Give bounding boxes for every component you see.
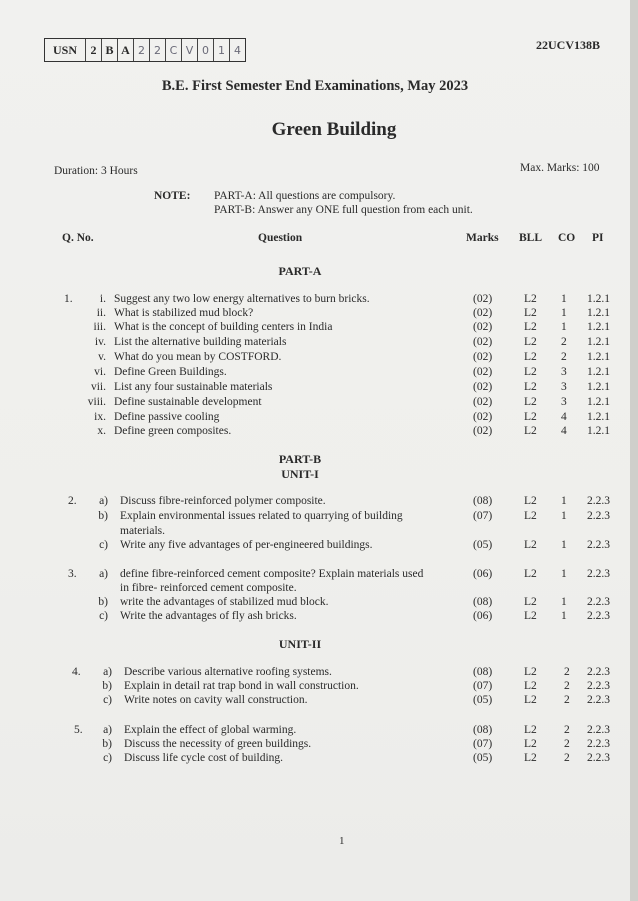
table-row (0, 509, 630, 524)
bll: L2 (524, 307, 537, 319)
co: 2 (564, 680, 570, 692)
pi: 2.2.3 (587, 694, 610, 706)
question-text: Discuss life cycle cost of building. (124, 752, 284, 764)
header-co: CO (558, 232, 576, 244)
item-number: x. (97, 425, 106, 437)
bll: L2 (524, 336, 537, 348)
question-text: What do you mean by COSTFORD. (114, 351, 282, 363)
bll: L2 (524, 381, 537, 393)
table-row (0, 395, 630, 410)
pi: 2.2.3 (587, 568, 610, 580)
table-row (0, 737, 630, 752)
bll: L2 (524, 752, 537, 764)
item-number: viii. (87, 396, 106, 408)
table-row (0, 693, 630, 708)
question-text: List any four sustainable materials (114, 381, 273, 393)
marks: (08) (473, 596, 493, 608)
table-row (0, 410, 630, 425)
item-number: iii. (93, 321, 106, 333)
page-number: 1 (339, 835, 345, 847)
marks: (02) (473, 381, 493, 393)
marks: (02) (473, 396, 493, 408)
marks: (02) (473, 411, 493, 423)
table-row (0, 350, 630, 365)
header-marks: Marks (466, 232, 499, 244)
question-text: Define passive cooling (114, 411, 220, 423)
item-number: ii. (96, 307, 106, 319)
co: 3 (561, 381, 567, 393)
note-line: PART-A: All questions are compulsory. (214, 190, 396, 202)
co: 1 (561, 510, 567, 522)
co: 1 (561, 495, 567, 507)
pi: 1.2.1 (587, 351, 610, 363)
part-b-title: PART-B (278, 452, 322, 466)
header-question: Question (258, 232, 303, 244)
bll: L2 (524, 596, 537, 608)
marks: (08) (473, 666, 493, 678)
item-number: a) (103, 666, 112, 678)
marks: (02) (473, 321, 493, 333)
item-number: a) (99, 495, 108, 507)
item-number: b) (102, 738, 112, 750)
item-number: i. (99, 293, 106, 305)
pi: 1.2.1 (587, 321, 610, 333)
table-row (0, 581, 630, 596)
bll: L2 (524, 396, 537, 408)
table-row (0, 365, 630, 380)
item-number: b) (98, 596, 108, 608)
question-text: define fibre-reinforced cement composite? Explain materials used (120, 568, 424, 580)
pi: 2.2.3 (587, 596, 610, 608)
table-row (0, 595, 630, 610)
header-pi: PI (592, 232, 604, 244)
duration: Duration: 3 Hours (54, 165, 138, 177)
marks: (02) (473, 336, 493, 348)
pi: 1.2.1 (587, 366, 610, 378)
co: 3 (561, 366, 567, 378)
part-a-title: PART-A (278, 264, 322, 278)
co: 2 (564, 738, 570, 750)
marks: (02) (473, 293, 493, 305)
item-number: c) (99, 610, 108, 622)
co: 1 (561, 539, 567, 551)
table-row (0, 335, 630, 350)
table-row (0, 665, 630, 680)
question-number: 1. (64, 293, 73, 305)
pi: 2.2.3 (587, 495, 610, 507)
exam-title: B.E. First Semester End Examinations, May 2023 (161, 78, 469, 94)
usn-digit: 0 (197, 39, 213, 61)
table-row (0, 292, 630, 307)
co: 2 (561, 336, 567, 348)
co: 1 (561, 568, 567, 580)
question-text: What is stabilized mud block? (114, 307, 254, 319)
marks: (02) (473, 366, 493, 378)
usn-digit: V (181, 39, 197, 61)
table-row (0, 751, 630, 766)
marks: (08) (473, 495, 493, 507)
pi: 1.2.1 (587, 411, 610, 423)
marks: (05) (473, 752, 493, 764)
co: 1 (561, 596, 567, 608)
question-text-cont: in fibre- reinforced cement composite. (120, 582, 297, 594)
bll: L2 (524, 539, 537, 551)
pi: 1.2.1 (587, 336, 610, 348)
item-number: c) (103, 694, 112, 706)
pi: 2.2.3 (587, 738, 610, 750)
usn-digit: A (117, 39, 133, 61)
question-text: Write the advantages of fly ash bricks. (120, 610, 297, 622)
pi: 1.2.1 (587, 425, 610, 437)
item-number: c) (103, 752, 112, 764)
pi: 2.2.3 (587, 666, 610, 678)
question-text: Explain in detail rat trap bond in wall construction. (124, 680, 359, 692)
table-row (0, 567, 630, 582)
bll: L2 (524, 568, 537, 580)
question-text: What is the concept of building centers in India (114, 321, 333, 333)
marks: (02) (473, 307, 493, 319)
co: 1 (561, 293, 567, 305)
bll: L2 (524, 680, 537, 692)
item-number: ix. (94, 411, 106, 423)
pi: 1.2.1 (587, 396, 610, 408)
max-marks: Max. Marks: 100 (520, 162, 600, 174)
item-number: c) (99, 539, 108, 551)
table-row (0, 306, 630, 321)
marks: (08) (473, 724, 493, 736)
bll: L2 (524, 610, 537, 622)
bll: L2 (524, 738, 537, 750)
marks: (06) (473, 568, 493, 580)
pi: 1.2.1 (587, 381, 610, 393)
usn-digit: 2 (133, 39, 149, 61)
pi: 2.2.3 (587, 539, 610, 551)
pi: 2.2.3 (587, 724, 610, 736)
usn-digit: 2 (85, 39, 101, 61)
pi: 2.2.3 (587, 510, 610, 522)
usn-digit: 1 (213, 39, 229, 61)
unit-2-title: UNIT-II (278, 637, 322, 651)
question-text: Discuss the necessity of green buildings. (124, 738, 312, 750)
table-row (0, 723, 630, 738)
usn-digit: B (101, 39, 117, 61)
table-row (0, 538, 630, 553)
table-row (0, 320, 630, 335)
pi: 1.2.1 (587, 293, 610, 305)
unit-1-title: UNIT-I (281, 467, 319, 481)
bll: L2 (524, 411, 537, 423)
course-code: 22UCV138B (536, 38, 601, 52)
question-number: 4. (72, 666, 81, 678)
co: 1 (561, 307, 567, 319)
usn-box (44, 38, 246, 62)
question-text: Define green composites. (114, 425, 232, 437)
marks: (05) (473, 539, 493, 551)
question-text: Define Green Buildings. (114, 366, 227, 378)
bll: L2 (524, 425, 537, 437)
table-row (0, 380, 630, 395)
usn-label: USN (52, 42, 77, 57)
usn-digit: 4 (229, 39, 245, 61)
note-line: PART-B: Answer any ONE full question from each unit. (214, 204, 473, 216)
co: 3 (561, 396, 567, 408)
question-text: Describe various alternative roofing systems. (124, 666, 332, 678)
co: 1 (561, 610, 567, 622)
question-number: 3. (68, 568, 77, 580)
item-number: iv. (94, 336, 106, 348)
bll: L2 (524, 495, 537, 507)
table-row (0, 609, 630, 624)
question-text: write the advantages of stabilized mud block. (120, 596, 329, 608)
co: 4 (561, 425, 567, 437)
bll: L2 (524, 321, 537, 333)
item-number: a) (99, 568, 108, 580)
item-number: b) (98, 510, 108, 522)
header-bll: BLL (519, 232, 543, 244)
co: 2 (564, 694, 570, 706)
usn-digit: 2 (149, 39, 165, 61)
item-number: vi. (94, 366, 106, 378)
marks: (02) (473, 425, 493, 437)
subject-title: Green Building (271, 119, 397, 140)
co: 2 (564, 752, 570, 764)
pi: 2.2.3 (587, 610, 610, 622)
question-text: List the alternative building materials (114, 336, 287, 348)
item-number: b) (102, 680, 112, 692)
co: 1 (561, 321, 567, 333)
co: 2 (564, 724, 570, 736)
bll: L2 (524, 351, 537, 363)
bll: L2 (524, 724, 537, 736)
marks: (07) (473, 680, 493, 692)
item-number: a) (103, 724, 112, 736)
co: 4 (561, 411, 567, 423)
bll: L2 (524, 510, 537, 522)
co: 2 (561, 351, 567, 363)
note-label: NOTE: (154, 190, 191, 202)
marks: (06) (473, 610, 493, 622)
question-text: Explain the effect of global warming. (124, 724, 297, 736)
question-text: Define sustainable development (114, 396, 262, 408)
question-number: 2. (68, 495, 77, 507)
table-row (0, 424, 630, 439)
marks: (02) (473, 351, 493, 363)
bll: L2 (524, 293, 537, 305)
pi: 2.2.3 (587, 752, 610, 764)
marks: (07) (473, 738, 493, 750)
question-text: Write notes on cavity wall construction. (124, 694, 308, 706)
question-number: 5. (74, 724, 83, 736)
question-text-cont: materials. (120, 525, 166, 537)
pi: 1.2.1 (587, 307, 610, 319)
question-text: Suggest any two low energy alternatives to burn bricks. (114, 293, 370, 305)
pi: 2.2.3 (587, 680, 610, 692)
bll: L2 (524, 666, 537, 678)
marks: (07) (473, 510, 493, 522)
bll: L2 (524, 694, 537, 706)
question-text: Explain environmental issues related to quarrying of building (120, 510, 403, 522)
table-row (0, 679, 630, 694)
question-text: Write any five advantages of per-engineered buildings. (120, 539, 373, 551)
question-text: Discuss fibre-reinforced polymer composite. (120, 495, 326, 507)
item-number: v. (98, 351, 106, 363)
table-row (0, 524, 630, 539)
bll: L2 (524, 366, 537, 378)
co: 2 (564, 666, 570, 678)
header-qno: Q. No. (62, 232, 94, 244)
table-row (0, 494, 630, 509)
usn-digit: C (165, 39, 181, 61)
item-number: vii. (90, 381, 106, 393)
marks: (05) (473, 694, 493, 706)
